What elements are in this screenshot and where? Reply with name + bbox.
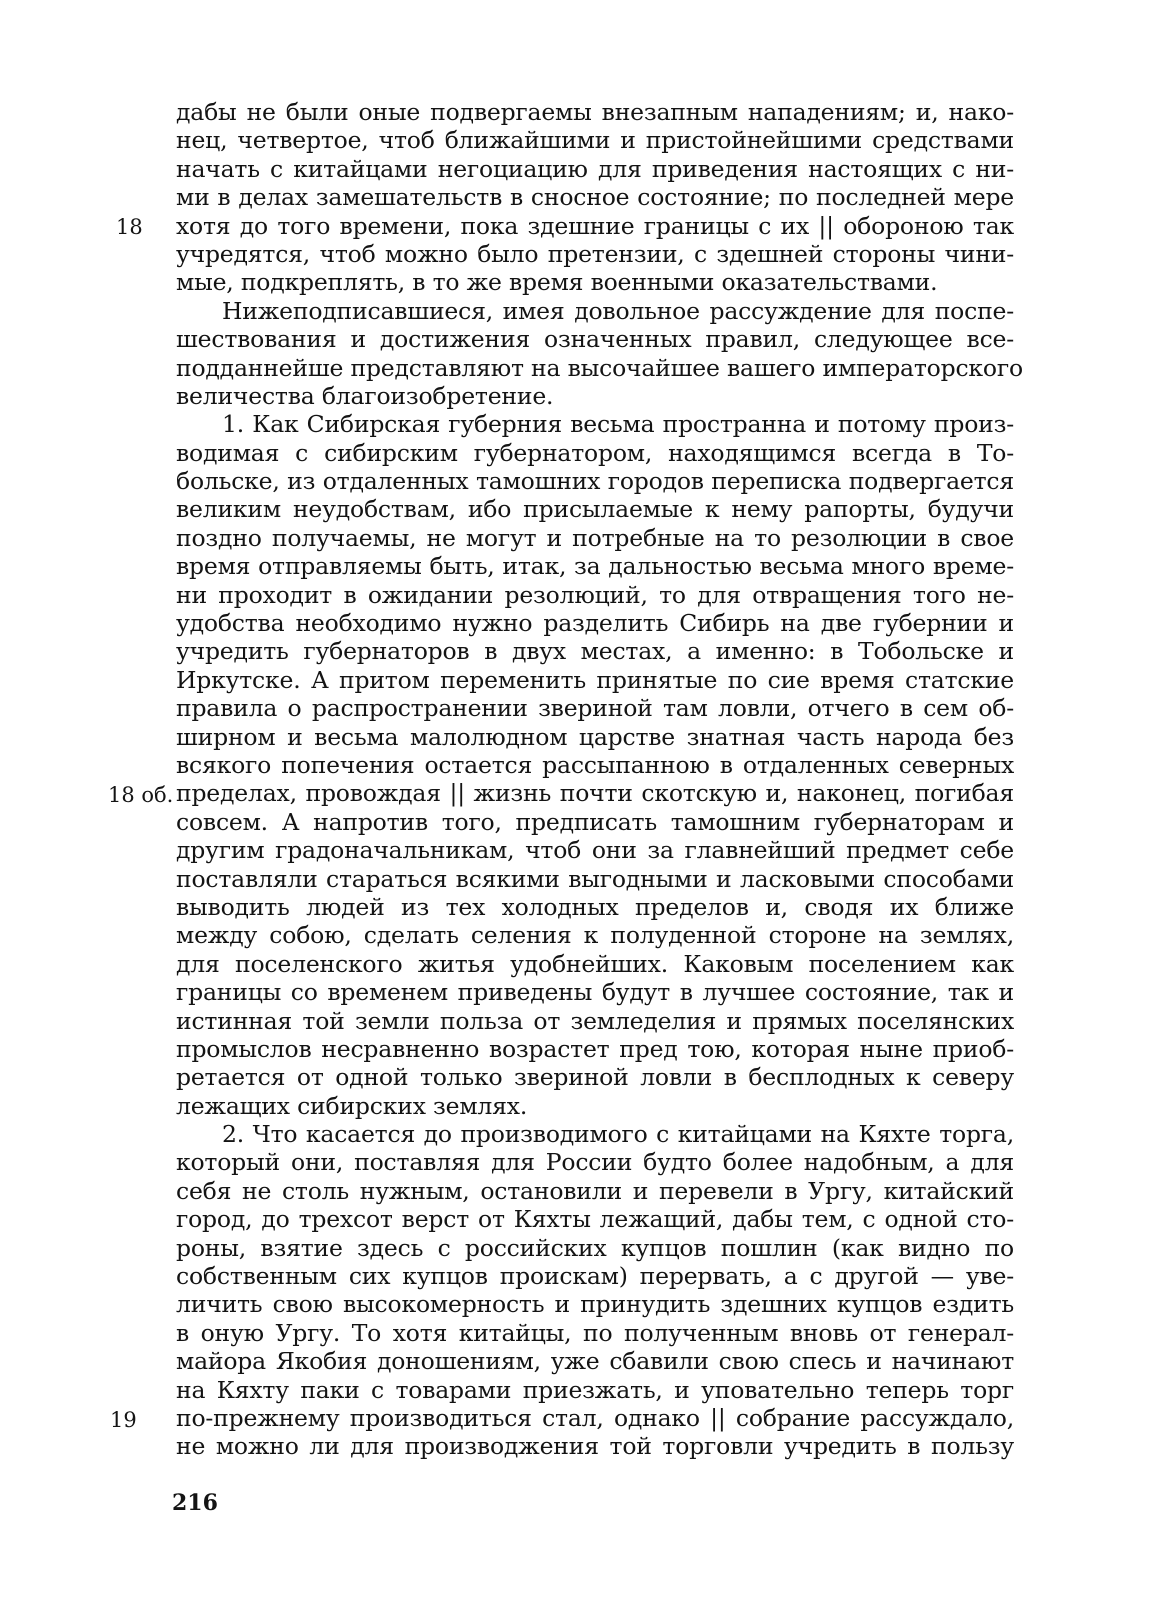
text-line: хотя до того времени, пока здешние границы с их || обороною так bbox=[176, 211, 1014, 240]
text-line: учредить губернаторов в двух местах, а именно: в Тобольске и bbox=[176, 637, 1014, 666]
text-line: нец, четвертое, чтоб ближайшими и пристойнейшими средствами bbox=[176, 126, 1014, 155]
text-line: город, до трехсот верст от Кяхты лежащий, дабы тем, с одной сто- bbox=[176, 1205, 1014, 1234]
text-line: Нижеподписавшиеся, имея довольное рассуждение для поспе- bbox=[222, 296, 1014, 325]
text-line: промыслов несравненно возрастет пред тою, которая ныне приоб- bbox=[176, 1034, 1014, 1063]
text-line: удобства необходимо нужно разделить Сибирь на две губернии и bbox=[176, 609, 1014, 638]
text-line: истинная той земли польза от земледелия и прямых поселянских bbox=[176, 1006, 1014, 1035]
text-line: учредятся, чтоб можно было претензии, с здешней стороны чини- bbox=[176, 239, 1014, 268]
text-line: величества благоизобретение. bbox=[176, 381, 554, 410]
text-line: для поселенского житья удобнейших. Каковым поселением как bbox=[176, 949, 1014, 978]
text-line: пределах, провождая || жизнь почти скотскую и, наконец, погибая bbox=[176, 779, 1014, 808]
text-line: подданнейше представляют на высочайшее вашего императорского bbox=[176, 353, 1023, 382]
text-line: ми в делах замешательств в сносное состояние; по последней мере bbox=[176, 183, 1014, 212]
margin-folio-18: 18 bbox=[116, 215, 143, 239]
text-line: Иркутске. А притом переменить принятые по сие время статские bbox=[176, 665, 1014, 694]
text-line: границы со временем приведены будут в лучшее состояние, так и bbox=[176, 978, 1014, 1007]
text-line: ретается от одной только звериной ловли в бесплодных к северу bbox=[176, 1063, 1014, 1092]
text-line: водимая с сибирским губернатором, находящимся всегда в То- bbox=[176, 438, 1014, 467]
text-line: ни проходит в ожидании резолюций, то для отвращения того не- bbox=[176, 580, 1014, 609]
text-line: мые, подкреплять, в то же время военными оказательствами. bbox=[176, 268, 938, 297]
text-line: между собою, сделать селения к полуденной стороне на землях, bbox=[176, 921, 1014, 950]
body-text bbox=[176, 98, 1023, 1461]
text-line: который они, поставляя для России будто более надобным, а для bbox=[176, 1148, 1014, 1177]
text-line: всякого попечения остается рассыпанною в отдаленных северных bbox=[176, 750, 1014, 779]
text-line: поставляли стараться всякими выгодными и ласковыми способами bbox=[176, 864, 1014, 893]
text-line: поздно получаемы, не могут и потребные на то резолюции в свое bbox=[176, 523, 1014, 552]
text-line: 2. Что касается до производимого с китайцами на Кяхте торга, bbox=[222, 1120, 1014, 1149]
text-line: личить свою высокомерность и принудить здешних купцов ездить bbox=[176, 1290, 1014, 1319]
text-line: ширном и весьма малолюдном царстве знатная часть народа без bbox=[176, 722, 1014, 751]
text-line: лежащих сибирских землях. bbox=[176, 1091, 528, 1120]
text-line: совсем. А напротив того, предписать тамошним губернаторам и bbox=[176, 807, 1014, 836]
page-number: 216 bbox=[172, 1490, 218, 1516]
text-line: майора Якобия доношениям, уже сбавили свою спесь и начинают bbox=[176, 1347, 1014, 1376]
text-line: роны, взятие здесь с российских купцов пошлин (как видно по bbox=[176, 1233, 1014, 1262]
text-line: собственным сих купцов проискам) перервать, а с другой — уве- bbox=[176, 1262, 1014, 1291]
text-line: начать с китайцами негоциацию для приведения настоящих с ни- bbox=[176, 154, 1014, 183]
margin-folio-18-ob: 18 об. bbox=[108, 783, 174, 807]
text-line: на Кяхту паки с товарами приезжать, и уповательно теперь торг bbox=[176, 1375, 1014, 1404]
text-line: правила о распространении звериной там ловли, отчего в сем об- bbox=[176, 694, 1014, 723]
text-line: время отправляемы быть, итак, за дальностью весьма много време- bbox=[176, 552, 1014, 581]
text-line: шествования и достижения означенных правил, следующее все- bbox=[176, 325, 1014, 354]
text-line: больске, из отдаленных тамошних городов переписка подвергается bbox=[176, 467, 1014, 496]
text-line: великим неудобствам, ибо присылаемые к нему рапорты, будучи bbox=[176, 495, 1014, 524]
text-line: по-прежнему производиться стал, однако || собрание рассуждало, bbox=[176, 1403, 1014, 1432]
text-line: себя не столь нужным, остановили и перевели в Ургу, китайский bbox=[176, 1176, 1014, 1205]
text-line: дабы не были оные подвергаемы внезапным нападениям; и, нако- bbox=[176, 98, 1014, 126]
text-line: другим градоначальникам, чтоб они за главнейший предмет себе bbox=[176, 836, 1014, 865]
text-line: не можно ли для производжения той торговли учредить в пользу bbox=[176, 1432, 1014, 1461]
text-line: 1. Как Сибирская губерния весьма пространна и потому произ- bbox=[222, 410, 1014, 439]
text-line: в оную Ургу. То хотя китайцы, по полученным вновь от генерал- bbox=[176, 1318, 1014, 1347]
text-line: выводить людей из тех холодных пределов и, сводя их ближе bbox=[176, 892, 1014, 921]
margin-folio-19: 19 bbox=[110, 1408, 137, 1432]
